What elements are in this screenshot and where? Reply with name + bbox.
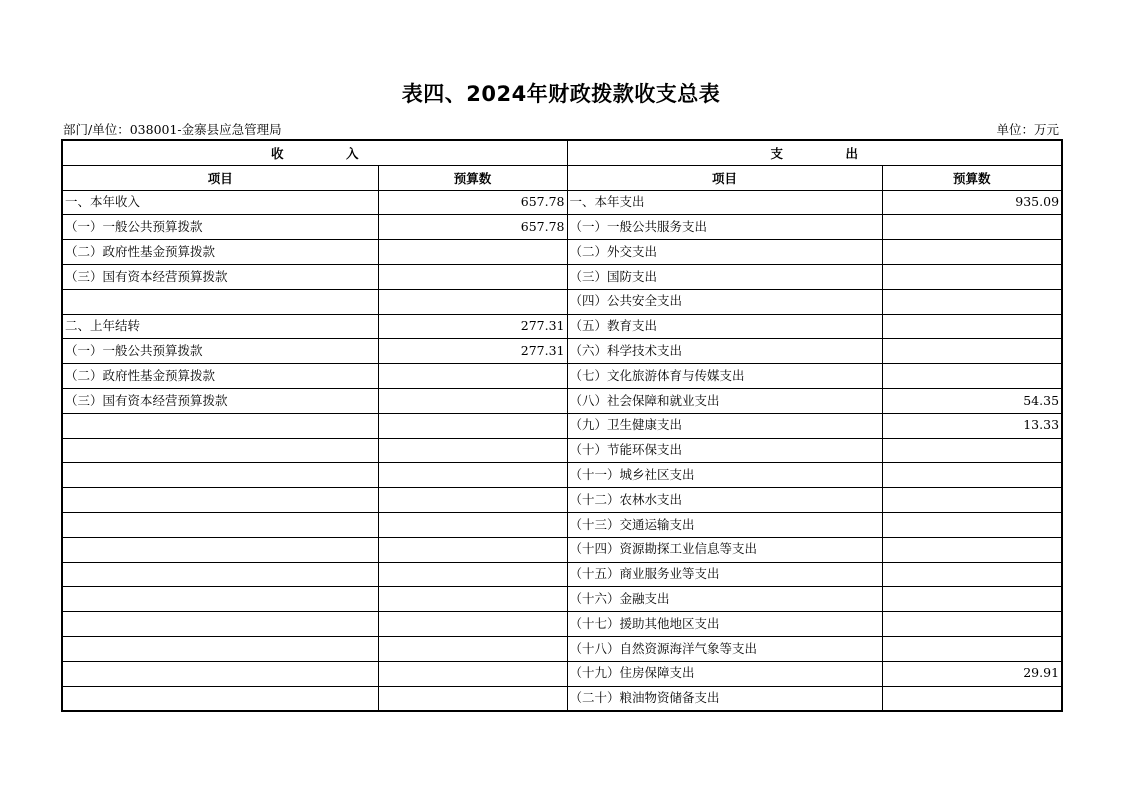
- table-row: [62, 587, 1062, 612]
- budget-summary-table: [61, 139, 1063, 712]
- expense-amount-cell: [882, 364, 1062, 389]
- expense-amount-cell: [882, 686, 1062, 711]
- expense-amount-cell: [882, 612, 1062, 637]
- table-row: [62, 264, 1062, 289]
- expense-item-cell: （十三）交通运输支出: [567, 512, 882, 537]
- income-amount-cell: [378, 240, 567, 265]
- table-row: [62, 512, 1062, 537]
- income-item-cell: [62, 686, 378, 711]
- income-item-header: 项目: [62, 165, 378, 190]
- expense-item-cell: （十五）商业服务业等支出: [567, 562, 882, 587]
- income-amount-cell: [378, 537, 567, 562]
- income-amount-cell: [378, 612, 567, 637]
- income-amount-cell: [378, 264, 567, 289]
- income-item-cell: [62, 587, 378, 612]
- expense-amount-cell: [882, 512, 1062, 537]
- income-item-cell: [62, 463, 378, 488]
- expense-item-cell: （二十）粮油物资储备支出: [567, 686, 882, 711]
- expense-amount-cell: [882, 314, 1062, 339]
- table-row: [62, 215, 1062, 240]
- income-item-cell: （一）一般公共预算拨款: [62, 339, 378, 364]
- income-item-cell: 二、上年结转: [62, 314, 378, 339]
- income-amount-cell: [378, 686, 567, 711]
- expense-amount-cell: [882, 537, 1062, 562]
- expense-amount-cell: [882, 339, 1062, 364]
- table-row: [62, 413, 1062, 438]
- expense-item-cell: （三）国防支出: [567, 264, 882, 289]
- table-row: [62, 661, 1062, 686]
- income-amount-cell: [378, 562, 567, 587]
- expense-amount-cell: 54.35: [882, 388, 1062, 413]
- income-amount-cell: [378, 463, 567, 488]
- income-amount-cell: [378, 512, 567, 537]
- expense-item-cell: （二）外交支出: [567, 240, 882, 265]
- expense-item-cell: （七）文化旅游体育与传媒支出: [567, 364, 882, 389]
- expense-amount-cell: [882, 636, 1062, 661]
- expense-item-cell: （九）卫生健康支出: [567, 413, 882, 438]
- section-header-row: [62, 140, 1062, 165]
- income-item-cell: （二）政府性基金预算拨款: [62, 240, 378, 265]
- expense-item-cell: （十二）农林水支出: [567, 488, 882, 513]
- table-row: [62, 314, 1062, 339]
- income-item-cell: [62, 438, 378, 463]
- expense-item-cell: 一、本年支出: [567, 190, 882, 215]
- expense-amount-cell: [882, 488, 1062, 513]
- expense-item-cell: （十四）资源勘探工业信息等支出: [567, 537, 882, 562]
- expense-item-cell: （十八）自然资源海洋气象等支出: [567, 636, 882, 661]
- expense-item-header: 项目: [567, 165, 882, 190]
- income-amount-cell: [378, 388, 567, 413]
- income-item-cell: （三）国有资本经营预算拨款: [62, 264, 378, 289]
- income-item-cell: [62, 413, 378, 438]
- table-row: [62, 240, 1062, 265]
- income-amount-header: 预算数: [378, 165, 567, 190]
- table-row: [62, 562, 1062, 587]
- unit-label: 单位：万元: [996, 122, 1059, 137]
- income-amount-cell: [378, 289, 567, 314]
- income-section-header: 收 入: [62, 140, 567, 165]
- income-item-cell: （二）政府性基金预算拨款: [62, 364, 378, 389]
- income-amount-cell: [378, 364, 567, 389]
- table-row: [62, 339, 1062, 364]
- table-row: [62, 438, 1062, 463]
- expense-amount-cell: [882, 289, 1062, 314]
- income-item-cell: [62, 289, 378, 314]
- income-amount-cell: [378, 488, 567, 513]
- income-amount-cell: [378, 661, 567, 686]
- expense-item-cell: （十一）城乡社区支出: [567, 463, 882, 488]
- table-row: [62, 612, 1062, 637]
- expense-amount-header: 预算数: [882, 165, 1062, 190]
- department-label: 部门/单位：038001-金寨县应急管理局: [63, 122, 282, 137]
- column-header-row: [62, 165, 1062, 190]
- income-item-cell: [62, 537, 378, 562]
- expense-item-cell: （六）科学技术支出: [567, 339, 882, 364]
- expense-amount-cell: [882, 562, 1062, 587]
- expense-amount-cell: [882, 438, 1062, 463]
- expense-amount-cell: [882, 215, 1062, 240]
- table-body: [62, 190, 1062, 711]
- table-row: [62, 364, 1062, 389]
- income-item-cell: [62, 661, 378, 686]
- expense-amount-cell: 13.33: [882, 413, 1062, 438]
- income-amount-cell: 657.78: [378, 190, 567, 215]
- expense-amount-cell: [882, 463, 1062, 488]
- expense-amount-cell: [882, 264, 1062, 289]
- expense-item-cell: （五）教育支出: [567, 314, 882, 339]
- table-row: [62, 537, 1062, 562]
- income-item-cell: （一）一般公共预算拨款: [62, 215, 378, 240]
- expense-item-cell: （四）公共安全支出: [567, 289, 882, 314]
- table-row: [62, 686, 1062, 711]
- income-amount-cell: [378, 587, 567, 612]
- expense-item-cell: （十七）援助其他地区支出: [567, 612, 882, 637]
- table-row: [62, 289, 1062, 314]
- expense-item-cell: （一）一般公共服务支出: [567, 215, 882, 240]
- income-amount-cell: 277.31: [378, 339, 567, 364]
- income-item-cell: [62, 636, 378, 661]
- expense-item-cell: （十六）金融支出: [567, 587, 882, 612]
- expense-amount-cell: [882, 240, 1062, 265]
- expense-amount-cell: [882, 587, 1062, 612]
- income-amount-cell: 277.31: [378, 314, 567, 339]
- expense-item-cell: （十九）住房保障支出: [567, 661, 882, 686]
- table-row: [62, 463, 1062, 488]
- income-item-cell: [62, 512, 378, 537]
- page-title: 表四、2024年财政拨款收支总表: [401, 82, 721, 106]
- income-amount-cell: [378, 636, 567, 661]
- expense-item-cell: （八）社会保障和就业支出: [567, 388, 882, 413]
- income-amount-cell: 657.78: [378, 215, 567, 240]
- expense-section-header: 支 出: [567, 140, 1062, 165]
- income-item-cell: 一、本年收入: [62, 190, 378, 215]
- table-row: [62, 388, 1062, 413]
- income-item-cell: （三）国有资本经营预算拨款: [62, 388, 378, 413]
- table-row: [62, 190, 1062, 215]
- income-item-cell: [62, 612, 378, 637]
- table-row: [62, 488, 1062, 513]
- income-amount-cell: [378, 438, 567, 463]
- income-item-cell: [62, 562, 378, 587]
- income-item-cell: [62, 488, 378, 513]
- expense-amount-cell: 935.09: [882, 190, 1062, 215]
- income-amount-cell: [378, 413, 567, 438]
- expense-item-cell: （十）节能环保支出: [567, 438, 882, 463]
- expense-amount-cell: 29.91: [882, 661, 1062, 686]
- table-row: [62, 636, 1062, 661]
